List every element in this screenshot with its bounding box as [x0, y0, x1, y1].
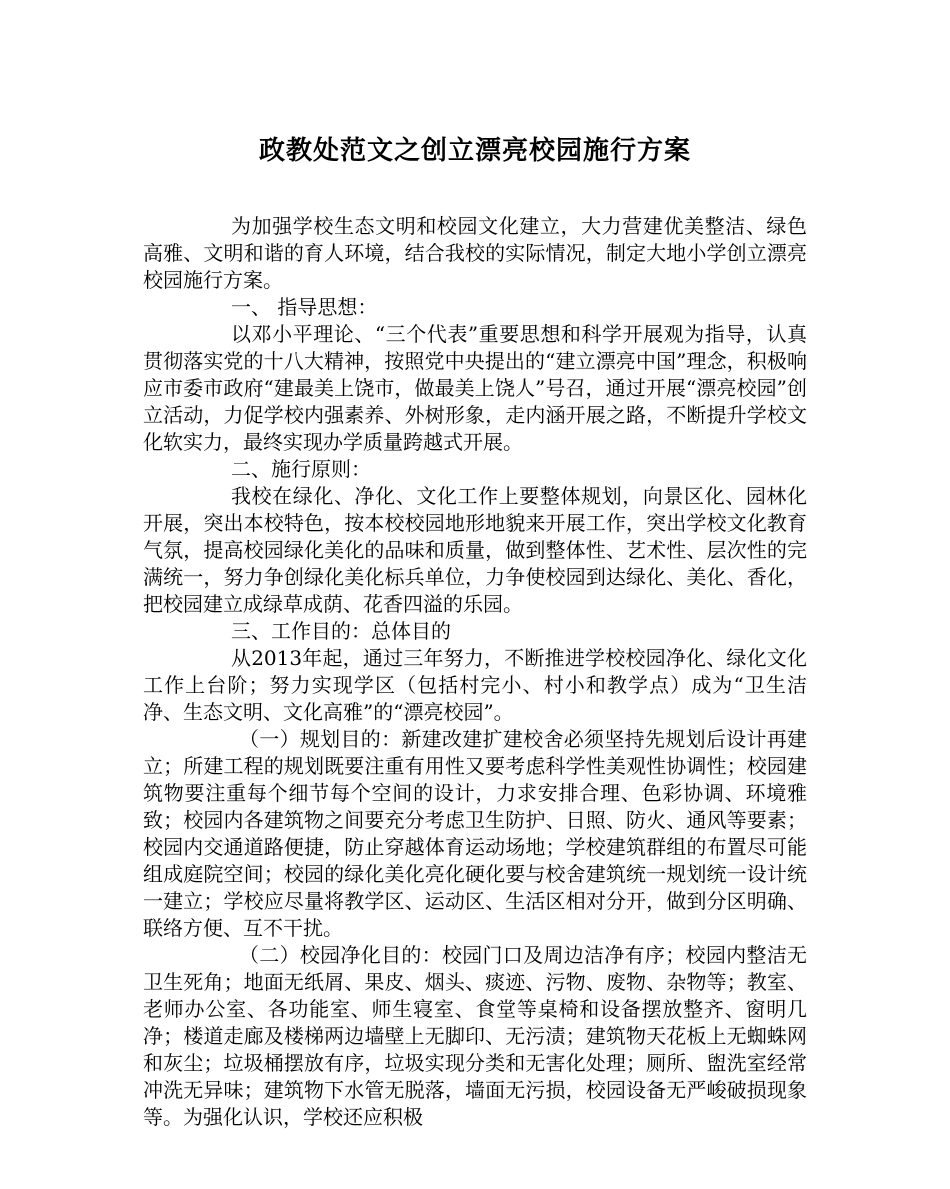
section-heading-principles: 二、施行原则：	[231, 457, 371, 481]
section-heading-guiding-ideology: 一、 指导思想：	[231, 295, 378, 319]
cleaning-goal-paragraph: （二）校园净化目的：校园门口及周边洁净有序；校园内整洁无卫生死角；地面无纸屑、果皮、烟头、痰迹、污物、废物、杂物等；教室、老师办公室、各功能室、师生寝室、食堂等桌椅和设备摆放整齐、窗明几净；楼道走廊及楼梯两边墙壁上无脚印、无污渍；建筑物天花板上无蜘蛛网和灰尘；垃圾桶摆放有序，垃圾实现分类和无害化处理；厕所、盥洗室经常冲洗无异味；建筑物下水管无脱落，墙面无污损，校园设备无严峻破损现象等。为强化认识，学校还应积极	[143, 943, 807, 1129]
principles-paragraph: 我校在绿化、净化、文化工作上要整体规划，向景区化、园林化开展，突出本校特色，按本校校园地形地貌来开展工作，突出学校文化教育气氛，提高校园绿化美化的品味和质量，做到整体性、艺术性、层次性的完满统一，努力争创绿化美化标兵单位，力争使校园到达绿化、美化、香化，把校园建立成绿草成荫、花香四溢的乐园。	[143, 484, 807, 616]
planning-goal-paragraph: （一）规划目的：新建改建扩建校舍必须坚持先规划后设计再建立；所建工程的规划既要注重有用性又要考虑科学性美观性协调性；校园建筑物要注重每个细节每个空间的设计，力求安排合理、色彩协调、环境雅致；校园内各建筑物之间要充分考虑卫生防护、日照、防火、通风等要素；校园内交通道路便捷，防止穿越体育运动场地；学校建筑群组的布置尽可能组成庭院空间；校园的绿化美化亮化硬化要与校舍建筑统一规划统一设计统一建立；学校应尽量将教学区、运动区、生活区相对分开，做到分区明确、联络方便、互不干扰。	[143, 727, 807, 940]
overall-goal-paragraph: 从2013年起，通过三年努力，不断推进学校校园净化、绿化文化工作上台阶；努力实现学区（包括村完小、村小和教学点）成为“卫生洁净、生态文明、文化高雅”的“漂亮校园”。	[143, 646, 807, 724]
section-heading-goals: 三、工作目的：总体目的	[231, 619, 451, 643]
document-title: 政教处范文之创立漂亮校园施行方案	[258, 136, 691, 166]
guiding-ideology-paragraph: 以邓小平理论、“三个代表”重要思想和科学开展观为指导，认真贯彻落实党的十八大精神，按照党中央提出的“建立漂亮中国”理念，积极响应市委市政府“建最美上饶市，做最美上饶人”号召，通过开展“漂亮校园”创立活动，力促学校内强素养、外树形象，走内涵开展之路，不断提升学校文化软实力，最终实现办学质量跨越式开展。	[143, 322, 807, 454]
intro-paragraph: 为加强学校生态文明和校园文化建立，大力营建优美整洁、绿色高雅、文明和谐的育人环境，结合我校的实际情况，制定大地小学创立漂亮校园施行方案。	[143, 214, 807, 292]
document-body	[143, 132, 807, 1131]
